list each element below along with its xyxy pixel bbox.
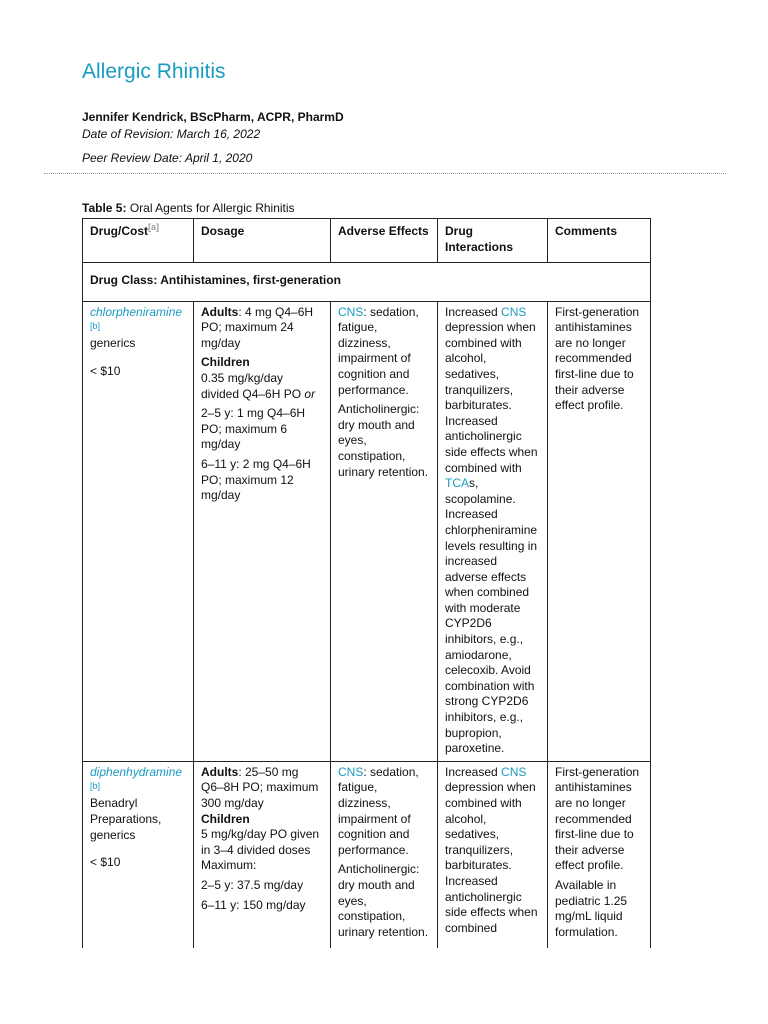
comment-text: First-generation antihistamines are no longer recommended first-line due to their adverse effect profile. (555, 304, 640, 413)
revision-label: Date of Revision: (82, 127, 174, 141)
drug-cell (83, 761, 194, 948)
footnote-a-link[interactable]: [a] (148, 222, 159, 232)
max-label: Maximum: (201, 858, 257, 873)
table-header-row (83, 219, 651, 263)
age-dose: 2–5 y: 1 mg Q4–6H PO; maximum 6 mg/day (201, 406, 306, 452)
drug-cell (83, 301, 194, 761)
page-title: Allergic Rhinitis (82, 60, 226, 83)
header-drug-cost: Drug/Cost[a] (83, 219, 194, 263)
brand-name: Benadryl Preparations, generics (90, 796, 162, 842)
header-drug-interactions: Drug Interactions (438, 219, 548, 263)
adverse-cell (331, 761, 438, 948)
children-dose: 5 mg/kg/day PO given in 3–4 divided doses (201, 827, 320, 857)
children-dose: 0.35 mg/kg/day divided Q4–6H PO or (201, 370, 316, 401)
age-dose: 2–5 y: 37.5 mg/day (201, 877, 304, 892)
drug-class-label: Drug Class: Antihistamines, first-generation (83, 263, 651, 302)
comment-text: Available in pediatric 1.25 mg/mL liquid formulation. (555, 877, 628, 939)
cns-link[interactable]: CNS (501, 764, 527, 779)
tca-link[interactable]: TCA (445, 476, 469, 491)
interactions-cell: Increased CNS depression when combined with alcohol, sedatives, tranquilizers, barbiturates. Increased anticholinergic side effects when combined with TCAs, scopolamine. Increased chlorpheniramine levels resulting in increased adverse effects when combined with moderate CYP2D6 inhibitors, e.g., amiodarone, celecoxib. Avoid combination with strong CYP2D6 inhibitors, e.g., bupropion, paroxetine. (438, 301, 548, 761)
brand-name: generics (90, 336, 136, 351)
dosage-cell (194, 301, 331, 761)
comment-text: First-generation antihistamines are no longer recommended first-line due to their adverse effect profile. (555, 764, 640, 873)
age-dose: 6–11 y: 150 mg/day (201, 897, 306, 912)
author-name: Jennifer Kendrick, BScPharm, ACPR, PharmD (82, 110, 344, 124)
cns-link[interactable]: CNS (338, 304, 364, 319)
footnote-b-link[interactable]: [b] (90, 781, 101, 792)
cns-effects: CNS: sedation, fatigue, dizziness, impairment of cognition and performance. (338, 304, 419, 397)
cns-effects: CNS: sedation, fatigue, dizziness, impairment of cognition and performance. (338, 764, 419, 857)
interactions-cell: Increased CNS depression when combined with alcohol, sedatives, tranquilizers, barbiturates. Increased anticholinergic side effects when combined (438, 761, 548, 948)
table-row (83, 301, 651, 761)
caption-label: Table 5: (82, 201, 127, 215)
footnote-b-link[interactable]: [b] (90, 321, 101, 332)
cost: < $10 (90, 363, 121, 378)
cns-link[interactable]: CNS (501, 304, 527, 319)
dosage-cell (194, 761, 331, 948)
drug-name-link[interactable]: chlorpheniramine (90, 304, 183, 319)
caption-text: Oral Agents for Allergic Rhinitis (129, 201, 295, 215)
anticholinergic-effects: Anticholinergic: dry mouth and eyes, constipation, urinary retention. (338, 862, 429, 939)
children-label: Children (201, 811, 250, 826)
children-label: Children (201, 355, 250, 370)
adverse-cell (331, 301, 438, 761)
drug-class-row (83, 263, 651, 302)
cost: < $10 (90, 855, 121, 870)
drug-name-link[interactable]: diphenhydramine (90, 764, 183, 779)
header-comments: Comments (548, 219, 651, 263)
revision-date (82, 127, 260, 141)
header-dosage: Dosage (194, 219, 331, 263)
peer-review-date (82, 151, 252, 165)
peer-value: April 1, 2020 (184, 151, 253, 165)
section-divider (44, 173, 726, 174)
header-adverse-effects: Adverse Effects (331, 219, 438, 263)
revision-value: March 16, 2022 (176, 127, 261, 141)
table-row (83, 761, 651, 948)
age-dose: 6–11 y: 2 mg Q4–6H PO; maximum 12 mg/day (201, 456, 311, 503)
peer-label: Peer Review Date: (82, 151, 183, 165)
adult-dose: Adults: 4 mg Q4–6H PO; maximum 24 mg/day (201, 304, 314, 350)
comments-cell (548, 761, 651, 948)
table-caption (82, 201, 295, 215)
adult-dose: Adults: 25–50 mg Q6–8H PO; maximum 300 mg/day (201, 764, 319, 810)
oral-agents-table (82, 218, 651, 948)
anticholinergic-effects: Anticholinergic: dry mouth and eyes, constipation, urinary retention. (338, 402, 429, 479)
comments-cell (548, 301, 651, 761)
cns-link[interactable]: CNS (338, 764, 364, 779)
